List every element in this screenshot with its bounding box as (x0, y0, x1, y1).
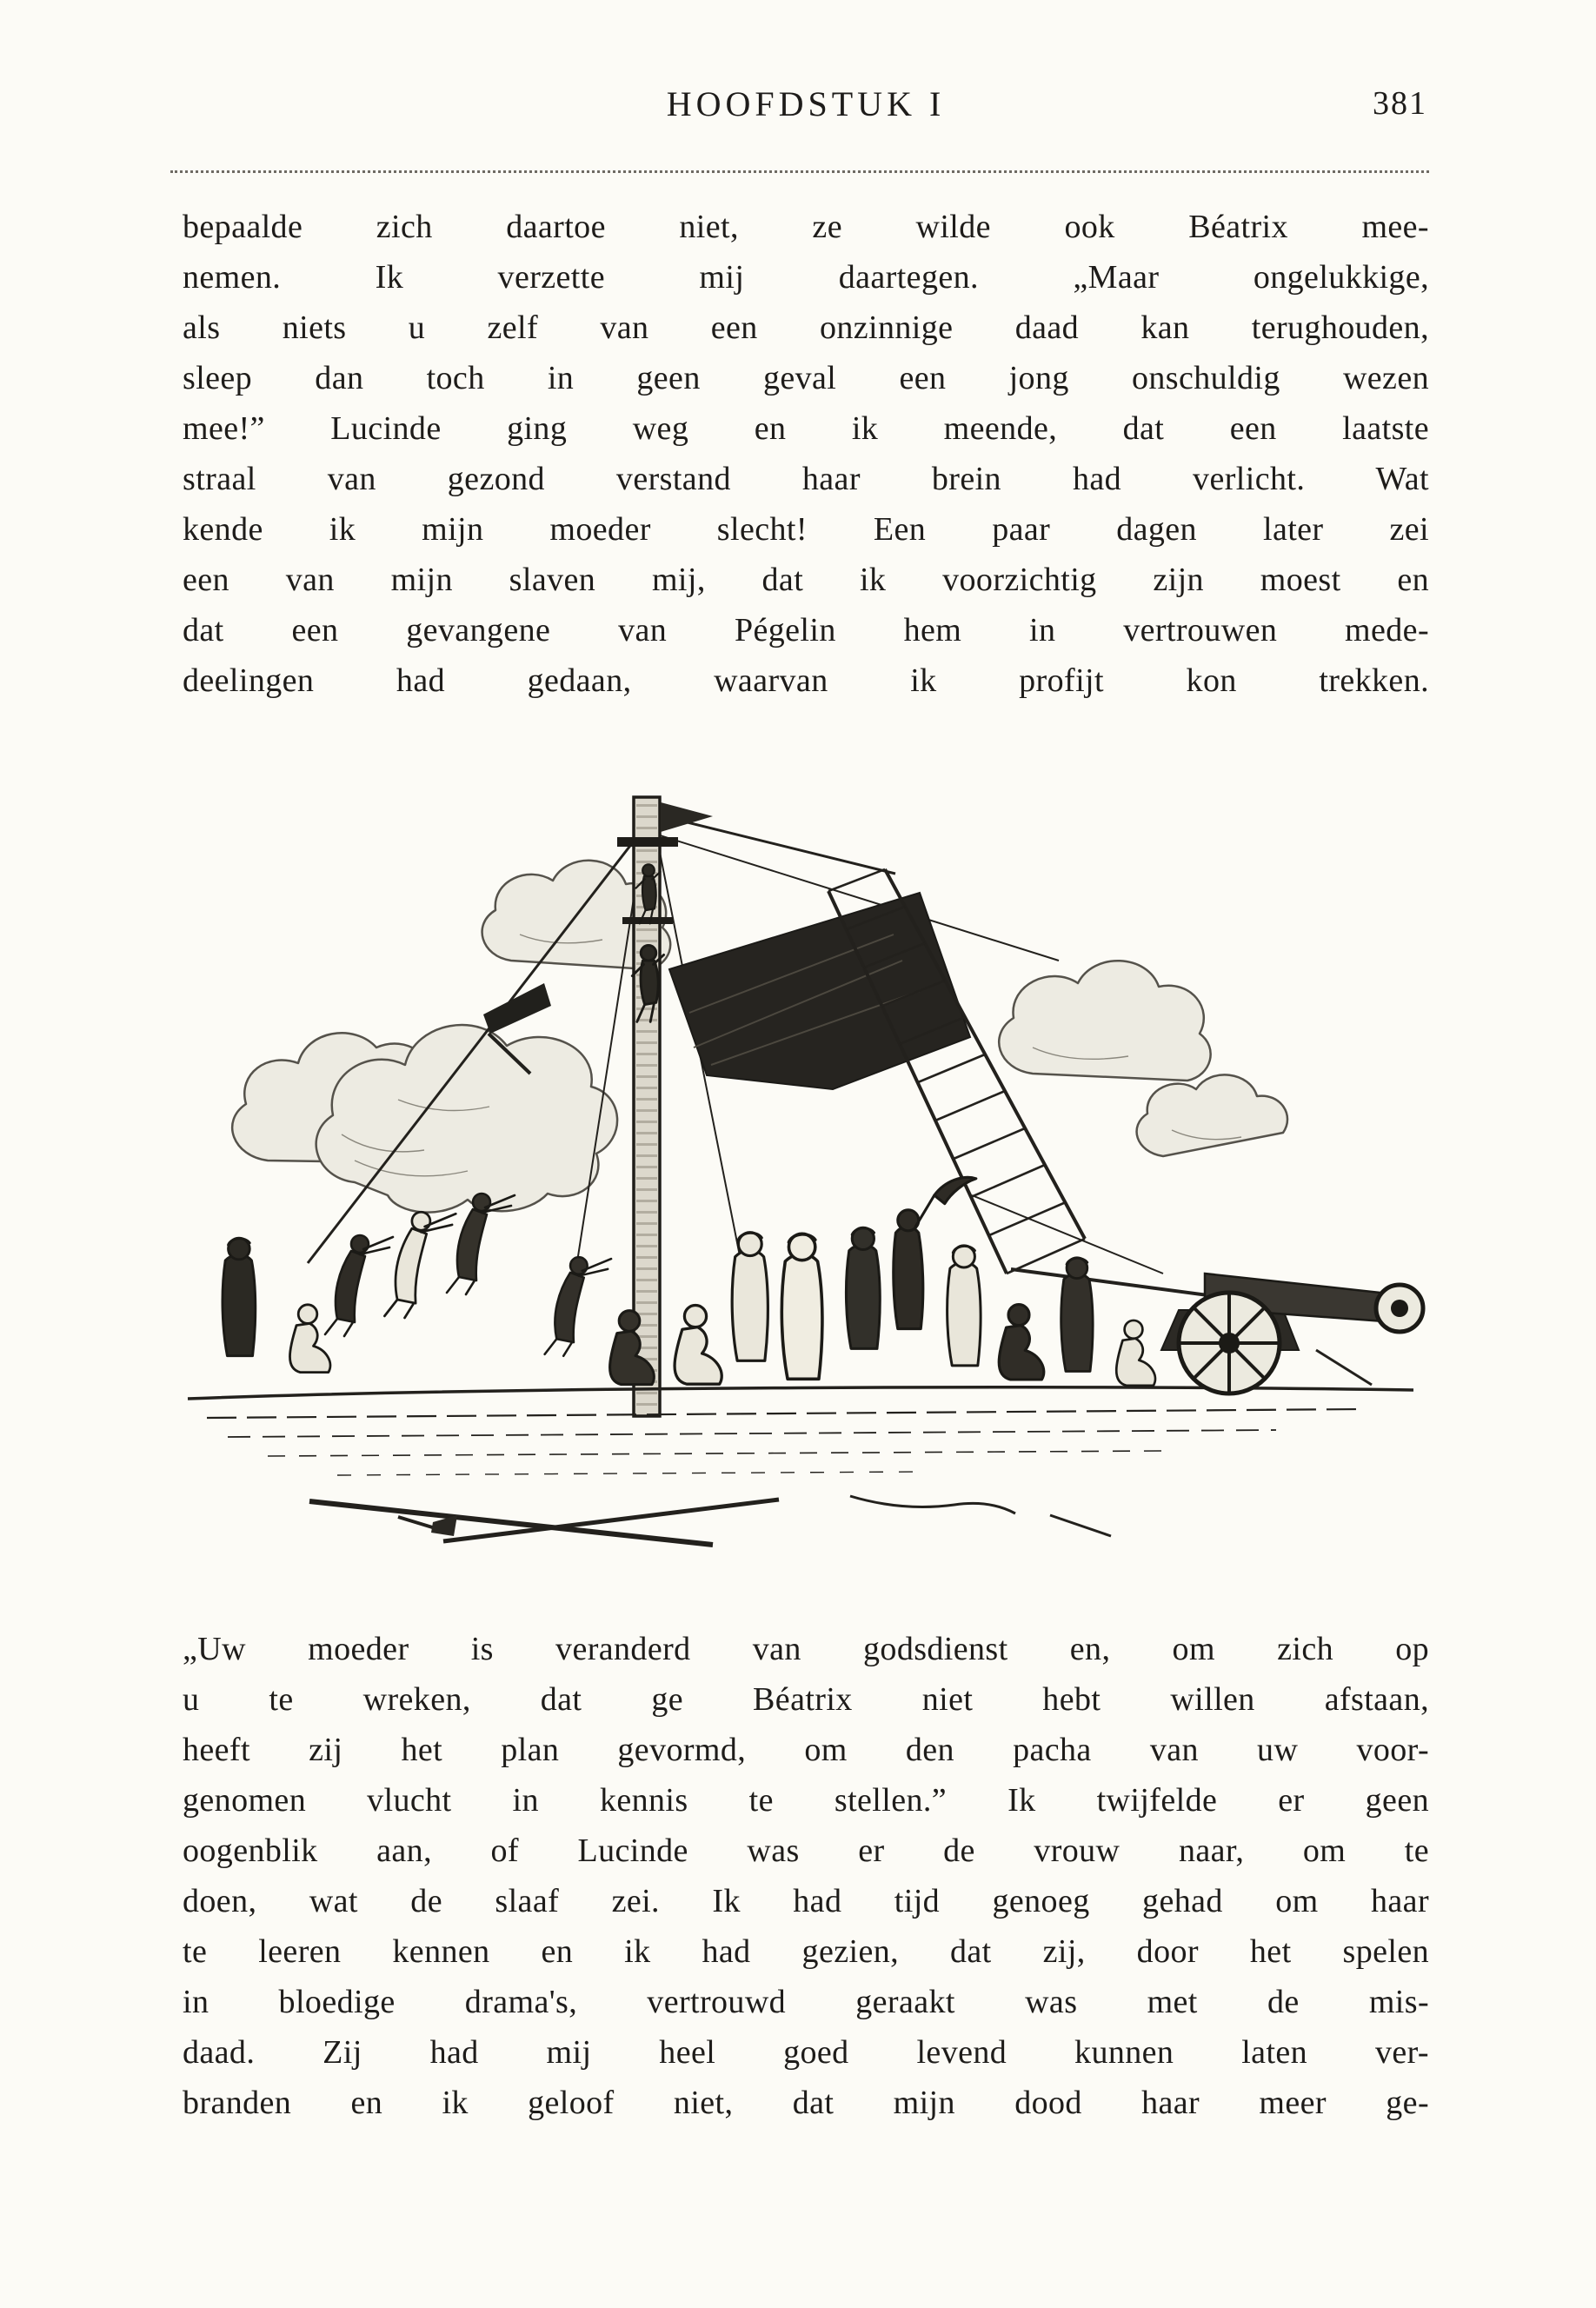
page-header (183, 83, 1429, 132)
text-line: bepaalde zich daartoe niet, ze wilde ook Béatrix mee- (183, 209, 1429, 245)
text-line: nemen. Ik verzette mij daartegen. „Maar ongelukkige, (183, 259, 1429, 296)
cannon (1161, 1274, 1423, 1393)
text-line: te leeren kennen en ik had gezien, dat zij, door het spelen (183, 1933, 1429, 1970)
text-line: deelingen had gedaan, waarvan ik profijt kon trekken. (183, 662, 1429, 699)
chapter-title: HOOFDSTUK I (666, 84, 946, 123)
text-line: sleep dan toch in geen geval een jong onschuldig wezen (183, 360, 1429, 396)
ship-deck-illustration (137, 787, 1459, 1582)
text-line: u te wreken, dat ge Béatrix niet hebt willen afstaan, (183, 1681, 1429, 1718)
dotted-rule (170, 170, 1429, 173)
text-line: als niets u zelf van een onzinnige daad kan terughouden, (183, 309, 1429, 346)
page-number: 381 (1373, 85, 1427, 122)
text-line: daad. Zij had mij heel goed levend kunnen laten ver- (183, 2034, 1429, 2071)
text-line: dat een gevangene van Pégelin hem in vertrouwen mede- (183, 612, 1429, 649)
text-line: mee!” Lucinde ging weg en ik meende, dat een laatste (183, 410, 1429, 447)
text-line: kende ik mijn moeder slecht! Een paar dagen later zei (183, 511, 1429, 548)
paragraph-2 (183, 1624, 1429, 2128)
torn-sail (669, 893, 970, 1089)
text-line: oogenblik aan, of Lucinde was er de vrouw naar, om te (183, 1832, 1429, 1869)
text-line: „Uw moeder is veranderd van godsdienst en, om zich op (183, 1631, 1429, 1667)
paragraph-1 (183, 202, 1429, 706)
text-line: straal van gezond verstand haar brein had verlicht. Wat (183, 461, 1429, 497)
text-line: branden en ik geloof niet, dat mijn dood haar meer ge- (183, 2085, 1429, 2121)
text-line: in bloedige drama's, vertrouwd geraakt was met de mis- (183, 1984, 1429, 2020)
deck-planks (188, 1387, 1413, 1475)
text-line: een van mijn slaven mij, dat ik voorzichtig zijn moest en (183, 562, 1429, 598)
foreground-spars (309, 1496, 1111, 1545)
text-line: heeft zij het plan gevormd, om den pacha van uw voor- (183, 1732, 1429, 1768)
text-line: doen, wat de slaaf zei. Ik had tijd genoeg gehad om haar (183, 1883, 1429, 1919)
text-line: genomen vlucht in kennis te stellen.” Ik twijfelde er geen (183, 1782, 1429, 1819)
ship-deck-engraving (137, 787, 1459, 1582)
